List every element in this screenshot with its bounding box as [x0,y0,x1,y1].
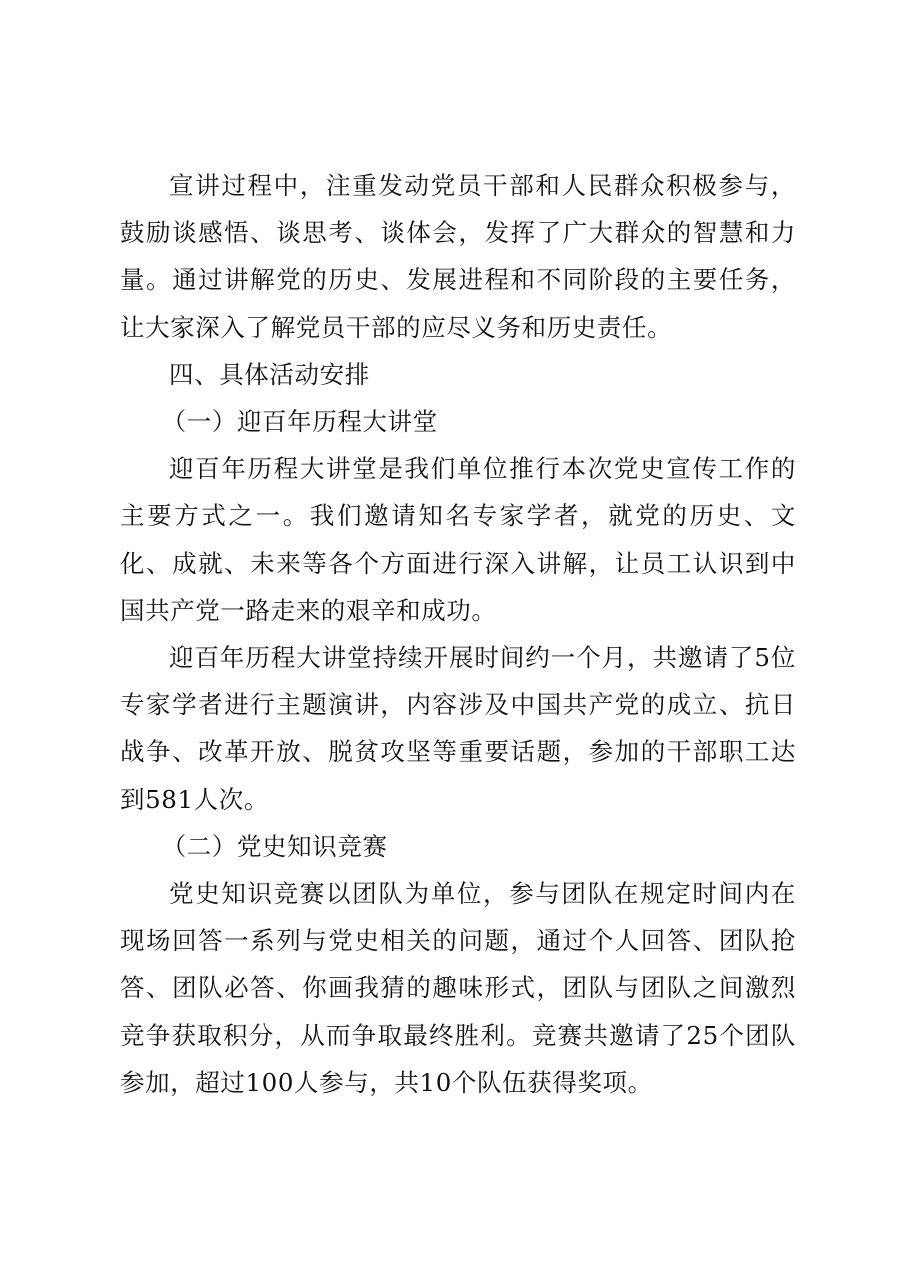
subheading-knowledge-contest: （二）党史知识竞赛 [161,831,388,861]
document-body [120,162,796,1106]
paragraph-lecture-hall-details: 迎百年历程大讲堂持续开展时间约一个月，共邀请了5位专家学者进行主题演讲，内容涉及中国共产党的成立、抗日战争、改革开放、脱贫攻坚等重要话题，参加的干部职工达到581人次。 [120,643,796,814]
paragraph-knowledge-contest: 党史知识竞赛以团队为单位，参与团队在规定时间内在现场回答一系列与党史相关的问题，通过个人回答、团队抢答、团队必答、你画我猜的趣味形式，团队与团队之间激烈竞争获取积分，从而争取最终胜利。竞赛共邀请了25个团队参加，超过100人参与，共10个队伍获得奖项。 [120,879,796,1097]
paragraph-publicity-process: 宣讲过程中，注重发动党员干部和人民群众积极参与，鼓励谈感悟、谈思考、谈体会，发挥了广大群众的智慧和力量。通过讲解党的历史、发展进程和不同阶段的主要任务，让大家深入了解党员干部的应尽义务和历史责任。 [120,171,796,342]
paragraph-lecture-hall-intro: 迎百年历程大讲堂是我们单位推行本次党史宣传工作的主要方式之一。我们邀请知名专家学者，就党的历史、文化、成就、未来等各个方面进行深入讲解，让员工认识到中国共产党一路走来的艰辛和成功。 [120,454,796,625]
section-heading-activities: 四、具体活动安排 [169,359,370,389]
subheading-lecture-hall: （一）迎百年历程大讲堂 [161,407,438,437]
